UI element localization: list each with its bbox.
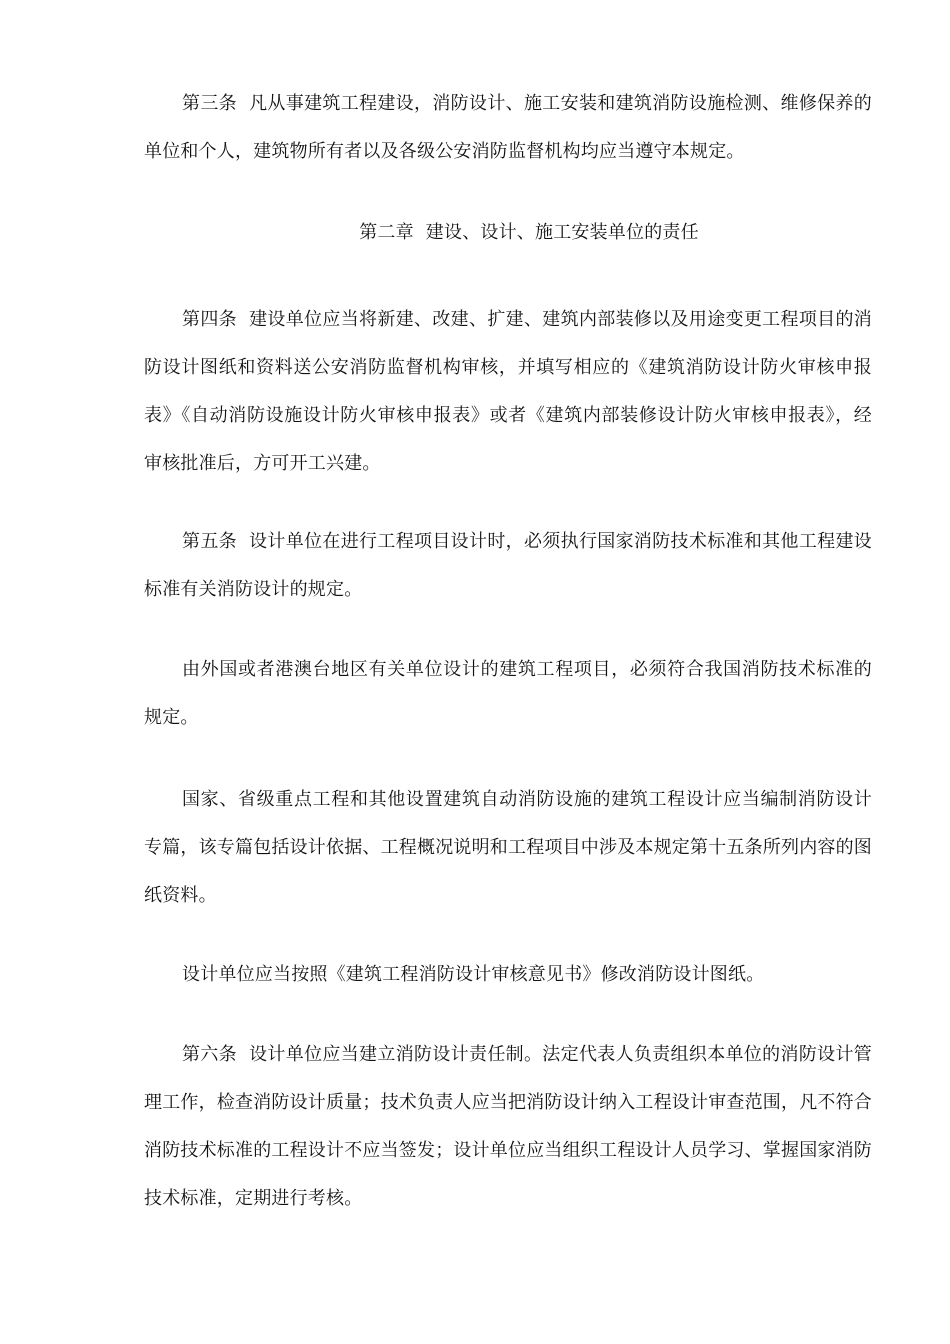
article-4-text: 建设单位应当将新建、改建、扩建、建筑内部装修以及用途变更工程项目的消防设计图纸和资料送公安消防监督机构审核，并填写相应的《建筑消防设计防火审核申报表》《自动消防设施设计防火审核申报表》或者《建筑内部装修设计防火审核申报表》，经审核批准后，方可开工兴建。 [144,309,873,474]
article-6-label: 第六条 [182,1044,237,1065]
article-6-paragraph [144,1031,872,1223]
article-6-text: 设计单位应当建立消防设计责任制。法定代表人负责组织本单位的消防设计管理工作，检查消防设计质量；技术负责人应当把消防设计纳入工程设计审查范围，凡不符合消防技术标准的工程设计不应当签发；设计单位应当组织工程设计人员学习、掌握国家消防技术标准，定期进行考核。 [144,1044,873,1209]
article-5-paragraph-4: 设计单位应当按照《建筑工程消防设计审核意见书》修改消防设计图纸。 [182,964,765,985]
article-5-paragraph-2: 由外国或者港澳台地区有关单位设计的建筑工程项目，必须符合我国消防技术标准的规定。 [144,659,872,728]
chapter-2-title: 建设、设计、施工安装单位的责任 [425,222,699,243]
article-5-label: 第五条 [182,531,237,552]
article-3-text: 凡从事建筑工程建设，消防设计、施工安装和建筑消防设施检测、维修保养的单位和个人，建筑物所有者以及各级公安消防监督机构均应当遵守本规定。 [144,93,873,162]
article-5-paragraph [144,518,872,614]
article-4-label: 第四条 [182,309,237,330]
article-5-text: 设计单位在进行工程项目设计时，必须执行国家消防技术标准和其他工程建设标准有关消防设计的规定。 [144,531,873,600]
article-3-paragraph [144,80,872,176]
chapter-2-label: 第二章 [359,222,414,243]
article-4-paragraph [144,296,872,488]
chapter-2-heading [0,218,950,248]
article-3-label: 第三条 [182,93,237,114]
article-5-paragraph-3: 国家、省级重点工程和其他设置建筑自动消防设施的建筑工程设计应当编制消防设计专篇，该专篇包括设计依据、工程概况说明和工程项目中涉及本规定第十五条所列内容的图纸资料。 [144,789,872,906]
